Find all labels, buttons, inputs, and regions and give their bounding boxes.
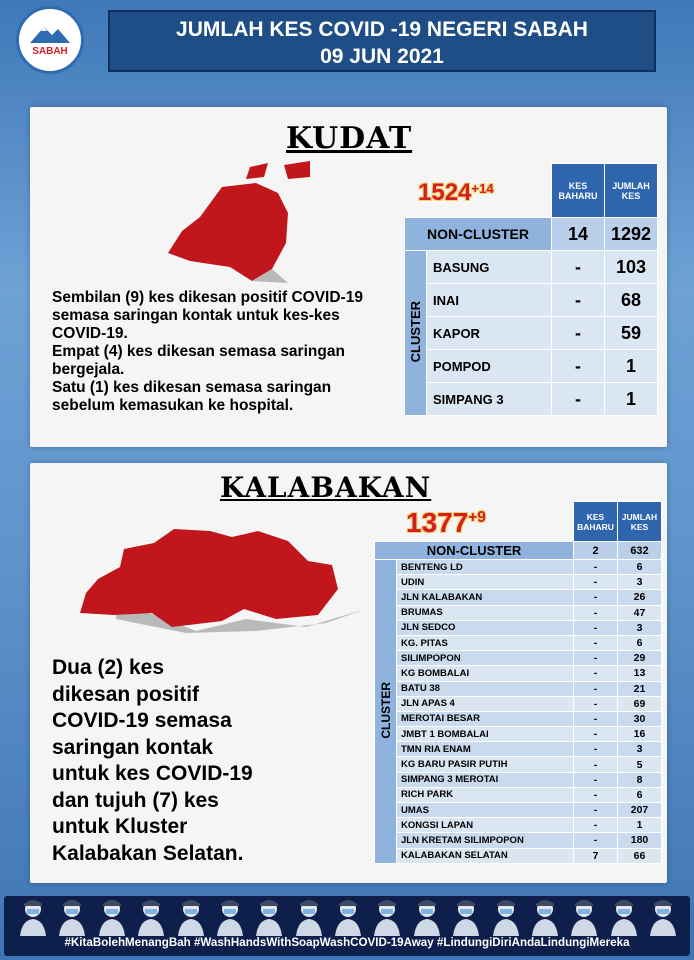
kudat-map — [160, 157, 320, 287]
table-row — [375, 575, 662, 590]
frontliner-figure-icon — [57, 898, 87, 936]
frontliner-figure-icon — [372, 898, 402, 936]
non-cluster-new: 14 — [552, 218, 605, 251]
non-cluster-label: NON-CLUSTER — [405, 218, 552, 251]
table-row — [375, 666, 662, 681]
logo-label: SABAH — [32, 46, 68, 57]
kudat-col-total: JUMLAH KES — [605, 164, 658, 218]
footer-banner — [4, 896, 690, 956]
cluster-label: CLUSTER — [408, 300, 423, 363]
cluster-new: - — [574, 666, 618, 681]
cluster-total: 59 — [605, 317, 658, 350]
kalabakan-total: 1377 — [406, 507, 469, 538]
cluster-name: KG BARU PASIR PUTIH — [397, 757, 574, 772]
cluster-name: BATU 38 — [397, 681, 574, 696]
kudat-case-table — [404, 163, 658, 416]
cluster-new: - — [574, 620, 618, 635]
frontliner-figure-icon — [294, 898, 324, 936]
cluster-total: 103 — [605, 251, 658, 284]
kudat-new: +14 — [471, 181, 494, 196]
cluster-name: KAPOR — [427, 317, 552, 350]
kalabakan-case-table — [374, 501, 662, 864]
table-row — [375, 742, 662, 757]
kalabakan-note-line: saringan kontak — [52, 735, 214, 759]
cluster-new: - — [574, 742, 618, 757]
mountain-icon — [28, 23, 72, 45]
table-row — [375, 818, 662, 833]
cluster-name: SIMPANG 3 MEROTAI — [397, 772, 574, 787]
kalabakan-note-line: dikesan positif — [52, 682, 200, 706]
cluster-total: 180 — [618, 833, 662, 848]
table-row — [405, 284, 658, 317]
table-row — [375, 620, 662, 635]
cluster-new: - — [574, 833, 618, 848]
kudat-col-new: KES BAHARU — [552, 164, 605, 218]
table-row — [375, 727, 662, 742]
cluster-total: 6 — [618, 787, 662, 802]
kalabakan-map — [76, 523, 366, 633]
cluster-new: - — [574, 772, 618, 787]
cluster-new: - — [574, 787, 618, 802]
footer-hashtags: #KitaBolehMenangBah #WashHandsWithSoapWashCOVID-19Away #LindungiDiriAndaLindungiMereka — [64, 936, 630, 949]
cluster-name: UMAS — [397, 803, 574, 818]
district-title-kalabakan: KALABAKAN — [220, 471, 432, 504]
kalabakan-col-new: KES BAHARU — [574, 502, 618, 542]
kudat-note: Empat (4) kes dikesan semasa saringan bergejala. — [52, 343, 345, 378]
cluster-total: 13 — [618, 666, 662, 681]
kalabakan-note-line: Kalabakan Selatan. — [52, 841, 244, 865]
frontliner-figure-icon — [97, 898, 127, 936]
table-row — [375, 681, 662, 696]
kalabakan-col-total: JUMLAH KES — [618, 502, 662, 542]
table-row — [375, 696, 662, 711]
table-row — [375, 560, 662, 575]
table-row — [375, 833, 662, 848]
kalabakan-new: +9 — [468, 509, 486, 526]
cluster-new: - — [574, 711, 618, 726]
cluster-label: CLUSTER — [378, 681, 393, 739]
cluster-new: - — [574, 575, 618, 590]
cluster-total: 66 — [618, 848, 662, 863]
kalabakan-non-cluster-row — [375, 542, 662, 560]
cluster-total: 1 — [618, 818, 662, 833]
cluster-name: JMBT 1 BOMBALAI — [397, 727, 574, 742]
cluster-new: - — [574, 560, 618, 575]
non-cluster-total: 632 — [618, 542, 662, 560]
cluster-total: 3 — [618, 575, 662, 590]
cluster-name: KALABAKAN SELATAN — [397, 848, 574, 863]
cluster-new: - — [574, 757, 618, 772]
cluster-new: - — [574, 635, 618, 650]
cluster-name: BRUMAS — [397, 605, 574, 620]
cluster-new: - — [574, 681, 618, 696]
kudat-panel — [30, 107, 667, 447]
frontliner-figure-icon — [412, 898, 442, 936]
cluster-new: - — [574, 590, 618, 605]
cluster-name: KONGSI LAPAN — [397, 818, 574, 833]
cluster-name: INAI — [427, 284, 552, 317]
cluster-total: 29 — [618, 651, 662, 666]
table-row — [375, 590, 662, 605]
cluster-total: 1 — [605, 350, 658, 383]
cluster-total: 16 — [618, 727, 662, 742]
kudat-non-cluster-row — [405, 218, 658, 251]
cluster-total: 47 — [618, 605, 662, 620]
cluster-new: - — [552, 350, 605, 383]
cluster-new: 7 — [574, 848, 618, 863]
cluster-total: 207 — [618, 803, 662, 818]
frontliner-figure-icon — [333, 898, 363, 936]
cluster-new: - — [574, 803, 618, 818]
sabah-logo — [16, 6, 84, 74]
cluster-total: 6 — [618, 560, 662, 575]
cluster-new: - — [552, 251, 605, 284]
cluster-total: 8 — [618, 772, 662, 787]
table-row — [405, 350, 658, 383]
cluster-total: 30 — [618, 711, 662, 726]
cluster-total: 26 — [618, 590, 662, 605]
kalabakan-note-line: untuk kes COVID-19 — [52, 762, 253, 785]
cluster-name: RICH PARK — [397, 787, 574, 802]
cluster-new: - — [574, 696, 618, 711]
kudat-total: 1524 — [418, 179, 472, 206]
cluster-name: UDIN — [397, 575, 574, 590]
cluster-name: POMPOD — [427, 350, 552, 383]
cluster-total: 3 — [618, 620, 662, 635]
kudat-note: Satu (1) kes dikesan semasa saringan sebelum kemasukan ke hospital. — [52, 379, 332, 414]
table-row — [405, 251, 658, 284]
cluster-name: SILIMPOPON — [397, 651, 574, 666]
kalabakan-note-line: untuk Kluster — [52, 815, 188, 838]
cluster-total: 6 — [618, 635, 662, 650]
cluster-name: JLN KALABAKAN — [397, 590, 574, 605]
cluster-name: JLN SEDCO — [397, 620, 574, 635]
frontliner-figure-icon — [451, 898, 481, 936]
table-row — [375, 803, 662, 818]
table-row — [405, 317, 658, 350]
cluster-name: KG. PITAS — [397, 635, 574, 650]
table-row — [375, 651, 662, 666]
kalabakan-note-line: Dua (2) kes — [52, 656, 165, 679]
kalabakan-note-line: dan tujuh (7) kes — [52, 788, 219, 812]
cluster-new: - — [552, 383, 605, 416]
cluster-name: MEROTAI BESAR — [397, 711, 574, 726]
district-title-kudat: KUDAT — [286, 121, 413, 156]
table-row — [375, 711, 662, 726]
frontliner-figure-icon — [491, 898, 521, 936]
frontliner-figure-icon — [530, 898, 560, 936]
table-row — [375, 635, 662, 650]
non-cluster-total: 1292 — [605, 218, 658, 251]
cluster-new: - — [552, 284, 605, 317]
frontliner-figure-icon — [215, 898, 245, 936]
cluster-total: 21 — [618, 681, 662, 696]
cluster-new: - — [552, 317, 605, 350]
table-row — [405, 383, 658, 416]
frontliner-figure-icon — [136, 898, 166, 936]
cluster-name: BASUNG — [427, 251, 552, 284]
table-row — [375, 772, 662, 787]
non-cluster-new: 2 — [574, 542, 618, 560]
cluster-name: SIMPANG 3 — [427, 383, 552, 416]
title-line-1: JUMLAH KES COVID -19 NEGERI SABAH — [176, 18, 588, 41]
frontliner-figure-icon — [176, 898, 206, 936]
cluster-total: 1 — [605, 383, 658, 416]
frontliner-figures — [18, 898, 678, 936]
kalabakan-panel — [30, 463, 667, 883]
frontliner-figure-icon — [569, 898, 599, 936]
page-title — [108, 10, 656, 72]
frontliner-figure-icon — [254, 898, 284, 936]
frontliner-figure-icon — [609, 898, 639, 936]
table-row — [375, 757, 662, 772]
kudat-notes — [52, 289, 398, 415]
cluster-name: JLN KRETAM SILIMPOPON — [397, 833, 574, 848]
table-row — [375, 605, 662, 620]
cluster-total: 69 — [618, 696, 662, 711]
cluster-name: TMN RIA ENAM — [397, 742, 574, 757]
cluster-name: JLN APAS 4 — [397, 696, 574, 711]
cluster-new: - — [574, 605, 618, 620]
cluster-new: - — [574, 727, 618, 742]
cluster-name: BENTENG LD — [397, 560, 574, 575]
non-cluster-label: NON-CLUSTER — [375, 542, 574, 560]
cluster-total: 68 — [605, 284, 658, 317]
cluster-total: 5 — [618, 757, 662, 772]
title-date: 09 JUN 2021 — [320, 45, 444, 68]
frontliner-figure-icon — [18, 898, 48, 936]
cluster-new: - — [574, 651, 618, 666]
kudat-note: Sembilan (9) kes dikesan positif COVID-19 semasa saringan kontak untuk kes-kes COVID-19. — [52, 289, 363, 342]
kalabakan-note-line: COVID-19 semasa — [52, 709, 232, 732]
cluster-new: - — [574, 818, 618, 833]
frontliner-figure-icon — [648, 898, 678, 936]
cluster-name: KG BOMBALAI — [397, 666, 574, 681]
table-row — [375, 848, 662, 863]
cluster-total: 3 — [618, 742, 662, 757]
kalabakan-notes — [52, 655, 372, 867]
table-row — [375, 787, 662, 802]
